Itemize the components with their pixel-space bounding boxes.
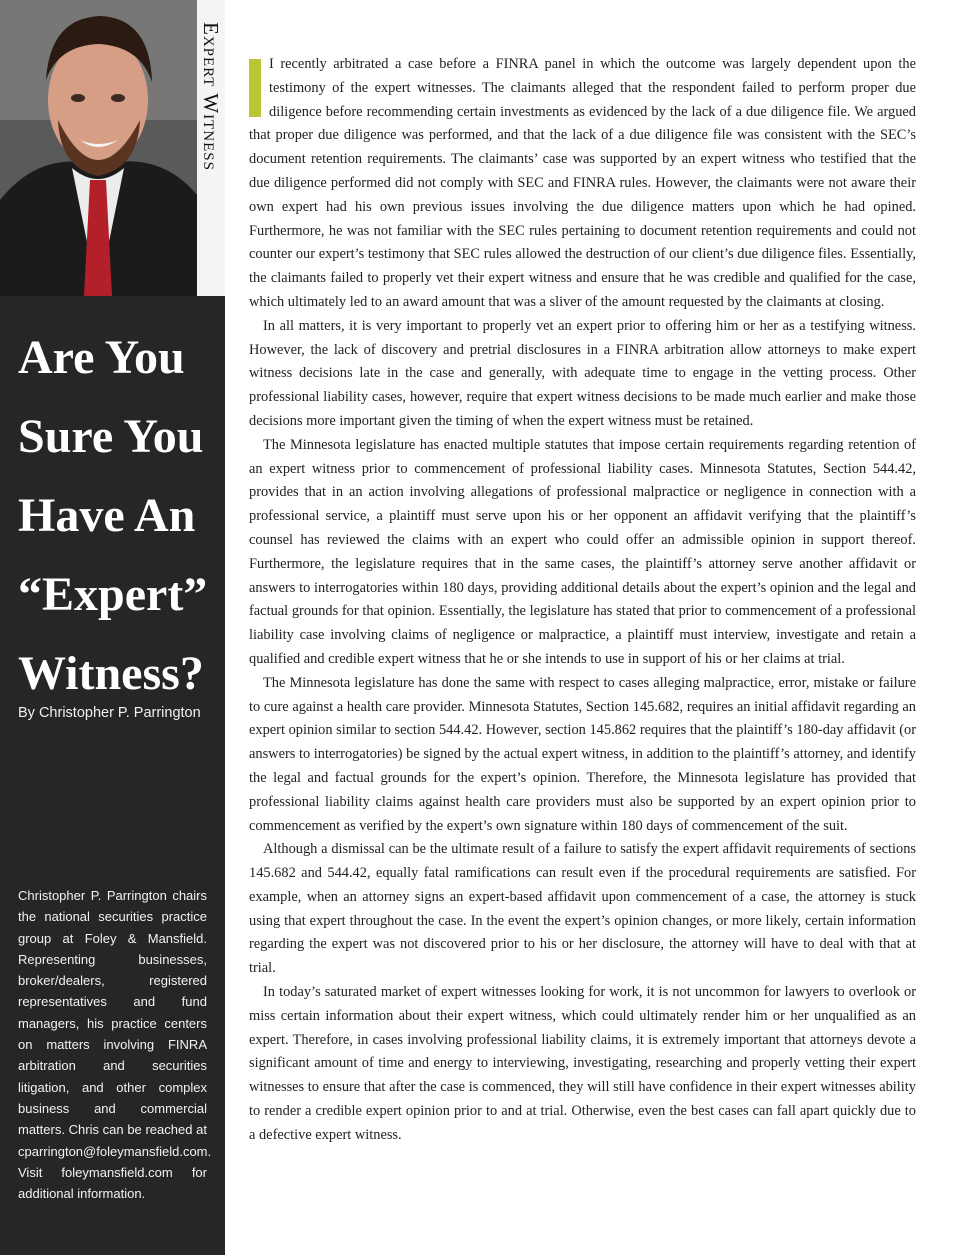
drop-cap-bar	[249, 59, 261, 117]
byline: By Christopher P. Parrington	[18, 705, 201, 721]
author-portrait-image	[0, 0, 197, 296]
paragraph: I recently arbitrated a case before a FINRA panel in which the outcome was largely dependent upon the testimony of the expert witnesses. The claimants alleged that the respondent failed to perform proper due diligence before recommending certain investments as evidenced by the lack of a due diligence file. We argued that proper due diligence was performed, and that the lack of a due diligence file was consistent with the SEC’s document retention requirements. The claimants’ case was supported by an expert witness who testified that the due diligence performed did not comply with SEC and FINRA rules. However, the claimants were not aware their own expert had his own previous issues involving the due diligence matters upon which he had opined. Furthermore, he was not familiar with the SEC rules pertaining to document retention requirements and could not counter our expert’s testimony that SEC rules allowed the destruction of our client’s due diligence files. Essentially, the claimants failed to properly vet their expert witness and ensure that he was credible and qualified for the case, which ultimately led to an award amount that was a sliver of the amount requested by the claimants at closing.	[249, 56, 916, 310]
article-title: Are You Sure You Have An “Expert” Witness?	[18, 331, 208, 700]
paragraph: The Minnesota legislature has enacted multiple statutes that impose certain requirements regarding retention of an expert witness prior to commencement of professional liability cases. Minnesota Statutes, Section 544.42, provides that in an action involving allegations of professional malpractice or negligence in connection with a professional service, a plaintiff must serve upon his or her opponent an affidavit verifying that the plaintiff’s counsel has reviewed the claims with an expert who could offer an admissible opinion in support thereof. Furthermore, the legislature requires that in the same cases, the plaintiff’s attorney serve another affidavit or answers to interrogatories within 180 days, providing additional details about the expert’s opinion and the legal and factual grounds for that opinion. Essentially, the legislature has stated that prior to commencement of a professional liability case involving claims of negligence or malpractice, a plaintiff must interview, investigate and retain a qualified and credible expert witness that he or she intends to use in support of his or her claims at trial.	[249, 436, 916, 667]
section-label: Expert Witness	[199, 22, 223, 171]
paragraph: The Minnesota legislature has done the same with respect to cases alleging malpractice, error, mistake or failure to cure against a health care provider. Minnesota Statutes, Section 145.682, requires an initial affidavit regarding an expert opinion similar to section 544.42. However, section 145.862 requires that the plaintiff’s 180-day affidavit (or answers to interrogatories) be signed by the actual expert witness, in addition to the plaintiff’s attorney, and identify the legal and factual grounds for the expert’s opinion. Therefore, the Minnesota legislature has provided that professional liability claims against health care providers must also be supported by an expert opinion prior to commencement as verified by the expert’s own signature within 180 days of commencement of the suit.	[249, 674, 916, 834]
sidebar	[0, 0, 225, 1255]
paragraph: In all matters, it is very important to properly vet an expert prior to offering him or her as a testifying witness. However, the lack of discovery and pretrial disclosures in a FINRA arbitration allow attorneys to make expert witness decisions late in the case and generally, with adequate time to engage in the vetting process. Other professional liability cases, however, require that expert witness decisions to be made much earlier and make those decisions more important given the timing of when the expert witness must be retained.	[249, 317, 916, 429]
author-photo	[0, 0, 197, 296]
article-body	[249, 53, 916, 1148]
paragraph: Although a dismissal can be the ultimate result of a failure to satisfy the expert affidavit requirements of sections 145.682 and 544.42, equally fatal ramifications can result even if the procedural requirements are satisfied. For example, when an attorney signs an expert-based affidavit upon commencement of a case, the attorney is stuck using that expert throughout the case. In the event the expert’s opinion changes, or more likely, certain information regarding the expert was not discovered prior to his or her disclosure, the attorney will have to deal with that at trial.	[249, 841, 916, 977]
author-bio: Christopher P. Parrington chairs the national securities practice group at Foley & Mansfield. Representing businesses, broker/dealers, registered representatives and fund managers, his practice centers on matters involving FINRA arbitration and securities litigation, and other complex business and commercial matters. Chris can be reached at cparrington@foleymansfield.com. Visit foleymansfield.com for additional information.	[18, 888, 212, 1202]
paragraph: In today’s saturated market of expert witnesses looking for work, it is not uncommon for lawyers to overlook or miss certain information about their expert witness, which could ultimately render him or her unqualified as an expert. Therefore, in cases involving professional liability claims, it is extremely important that attorneys devote a significant amount of time and energy to interviewing, investigating, researching and properly vetting their expert witnesses to ensure that after the case is commenced, they will still have confidence in their expert witnesses ability to render a credible expert opinion prior to and at trial. Otherwise, even the best cases can fall apart quickly due to a defective expert witness.	[249, 984, 916, 1143]
